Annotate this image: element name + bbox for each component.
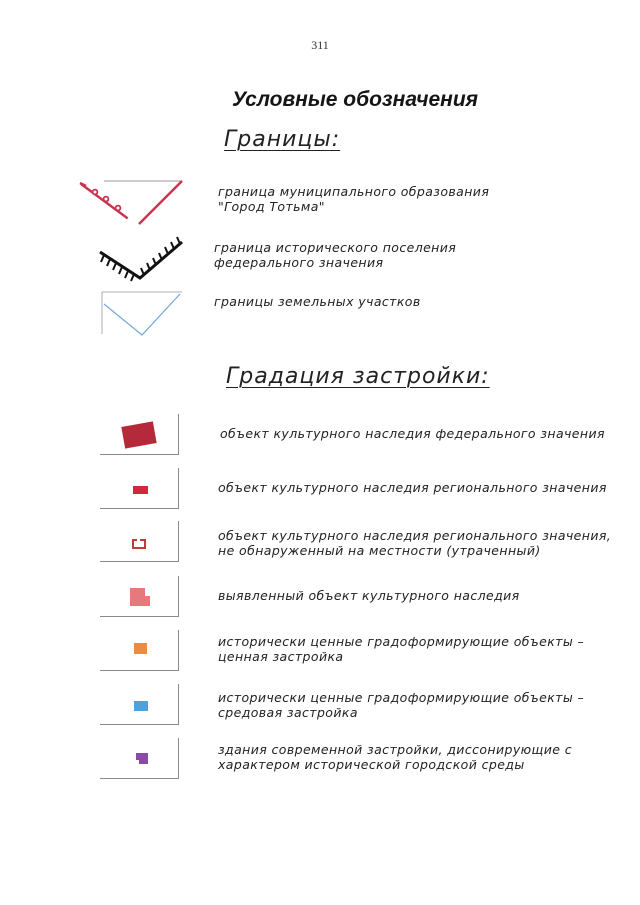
dissonant-buildings-swatch: [135, 752, 149, 766]
legend-title: Условные обозначения: [231, 88, 479, 111]
historic-settlement-border-symbol: [96, 234, 188, 286]
label-line: исторически ценные градоформирующие объекты –: [218, 690, 585, 705]
page-number: 311: [311, 38, 329, 52]
municipal-border-dot: [116, 206, 121, 211]
label-line: здания современной застройки, диссонирующие с: [218, 742, 572, 757]
identified-heritage-swatch: [129, 587, 151, 607]
gradation-heading: Градация застройки:: [226, 364, 490, 389]
label-line: объект культурного наследия регионального значения,: [218, 528, 612, 543]
border-label-1: [218, 184, 489, 214]
municipal-border-dot: [93, 190, 98, 195]
label-line: граница муниципального образования: [218, 184, 490, 199]
border-label-2: [214, 240, 456, 270]
environmental-buildings-swatch: [134, 701, 148, 711]
label-line: объект культурного наследия регионального значения: [218, 480, 607, 495]
label-line: исторически ценные градоформирующие объекты –: [218, 634, 585, 649]
label-line: выявленный объект культурного наследия: [218, 588, 520, 603]
label-line: границы земельных участков: [214, 294, 421, 309]
label-line: федерального значения: [214, 255, 384, 270]
label-line: "Город Тотьма": [218, 199, 325, 214]
gradation-label-5: [218, 634, 584, 664]
borders-heading: Границы:: [224, 127, 341, 152]
label-line: характером исторической городской среды: [218, 757, 525, 772]
label-line: объект культурного наследия федерального значения: [220, 426, 605, 441]
municipal-border-line: [139, 181, 182, 224]
regional-heritage-swatch: [133, 486, 148, 494]
municipal-border-symbol: [78, 176, 184, 228]
label-line: граница исторического поселения: [214, 240, 457, 255]
historic-border-line: [100, 242, 182, 278]
gradation-label-1: [220, 426, 605, 441]
label-line: ценная застройка: [218, 649, 344, 664]
land-plot-border-line: [104, 294, 180, 335]
municipal-border-dot: [104, 197, 109, 202]
municipal-border-dash: [81, 181, 182, 226]
gradation-label-7: [218, 742, 572, 772]
valuable-buildings-swatch: [134, 643, 147, 654]
gradation-label-6: [218, 690, 584, 720]
border-label-3: [214, 294, 421, 309]
label-line: средовая застройка: [218, 705, 358, 720]
municipal-border-dash: [80, 183, 86, 186]
lost-heritage-swatch: [131, 538, 147, 550]
gradation-label-4: [218, 588, 520, 603]
land-plot-border-symbol: [100, 290, 184, 338]
label-line: не обнаруженный на местности (утраченный): [218, 543, 541, 558]
gradation-label-3: [218, 528, 611, 558]
gradation-label-2: [218, 480, 607, 495]
